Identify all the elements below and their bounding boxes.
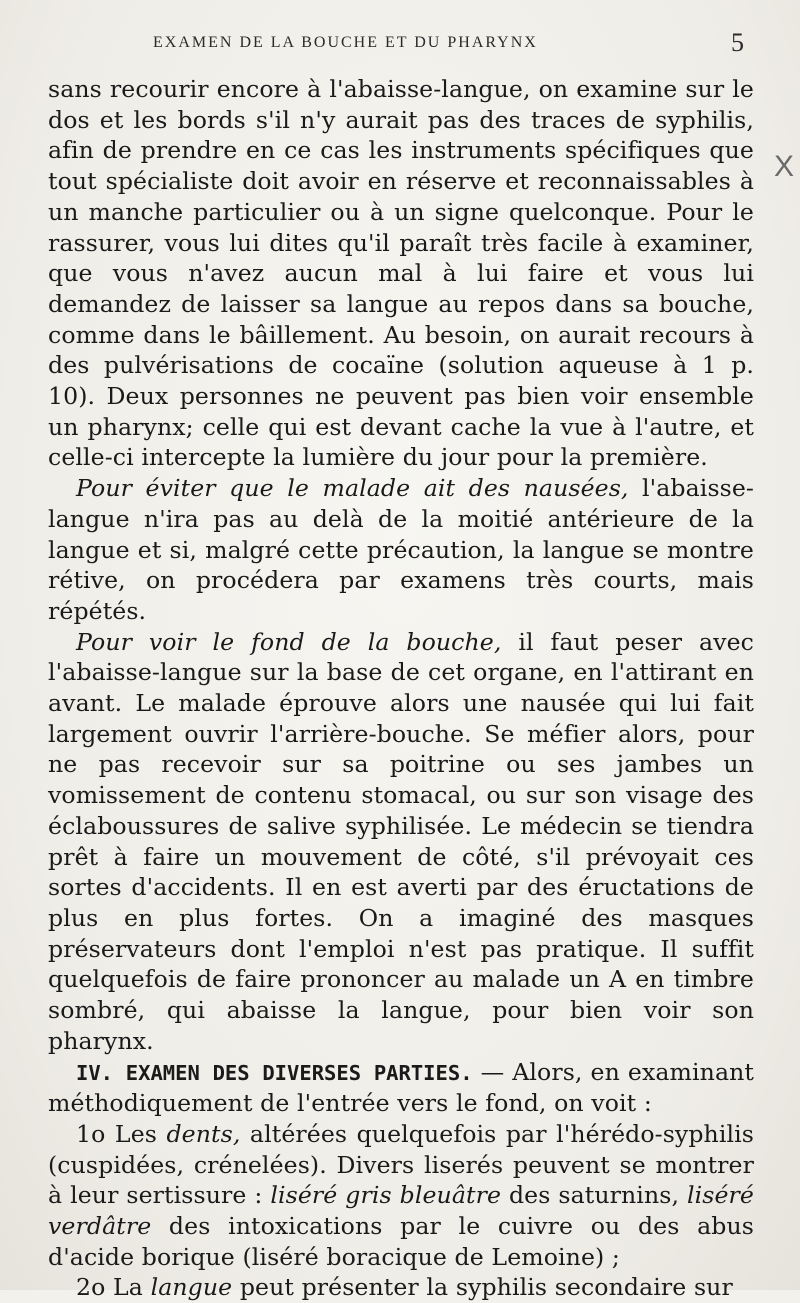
page-number: 5 bbox=[731, 28, 744, 57]
paragraph-2-text: l'abaisse-langue n'ira pas au delà de la moitié antérieure de la langue et si, malgré cette précaution, la langue se montre rétive, on procédera par examens très courts, mais répétés. bbox=[48, 474, 754, 625]
paragraph-3 bbox=[48, 627, 754, 1057]
paragraph-4 bbox=[48, 1057, 754, 1119]
paragraph-5-text-d: des intoxications par le cuivre ou des abus d'acide borique (liséré boracique de Lemoine) ; bbox=[48, 1212, 754, 1271]
italic-lead-fond-bouche: Pour voir le fond de la bouche, bbox=[76, 627, 502, 656]
paragraph-6-text-a: La bbox=[105, 1273, 151, 1302]
term-lisere-verdatre: liséré verdâtre bbox=[48, 1181, 754, 1241]
paragraph-5-text-c: des saturnins, bbox=[501, 1181, 687, 1210]
running-title: EXAMEN DE LA BOUCHE ET DU PHARYNX bbox=[153, 34, 538, 51]
paragraph-2 bbox=[48, 473, 754, 627]
margin-annotation: X bbox=[773, 150, 794, 183]
paragraph-6-text-b: peut présenter la syphilis secondaire sur bbox=[232, 1273, 733, 1302]
paragraph-5-text-b: altérées quelquefois par l'hérédo-syphilis (cuspidées, crénelées). Divers liserés peuvent se montrer à leur sertissure : bbox=[48, 1119, 754, 1210]
body-text bbox=[48, 74, 754, 1303]
paragraph-5 bbox=[48, 1119, 754, 1273]
item-number-2: 2o bbox=[76, 1273, 106, 1302]
term-langue: langue bbox=[150, 1273, 233, 1302]
paragraph-6 bbox=[48, 1272, 754, 1303]
paragraph-5-text-a: Les bbox=[105, 1119, 167, 1148]
paragraph-4-text: — Alors, en examinant méthodiquement de l'entrée vers le fond, on voit : bbox=[48, 1057, 754, 1118]
paragraph-3-text: il faut peser avec l'abaisse-langue sur la base de cet organe, en l'attirant en avant. Le malade éprouve alors une nausée qui lui fait largement ouvrir l'arrière-bouche. Se méfier alors, pour ne pas recevoir sur sa poitrine ou ses jambes un vomissement de contenu stomacal, ou sur son visage des éclaboussures de salive syphilisée. Le médecin se tiendra prêt à faire un mouvement de côté, s'il prévoyait ces sortes d'accidents. Il en est averti par des éructations de plus en plus fortes. On a imaginé des masques préservateurs dont l'emploi n'est pas pratique. Il suffit quelquefois de faire prononcer au malade un A en timbre sombré, qui abaisse la langue, pour bien voir son pharynx. bbox=[48, 627, 754, 1055]
paragraph-1: sans recourir encore à l'abaisse-langue, on examine sur le dos et les bords s'il n'y aurait pas des traces de syphilis, afin de prendre en ce cas les instruments spécifiques que tout spécialiste doit avoir en réserve et reconnaissables à un manche particulier ou à un signe quelconque. Pour le rassurer, vous lui dites qu'il paraît très facile à examiner, que vous n'avez aucun mal à lui faire et vous lui demandez de laisser sa langue au repos dans sa bouche, comme dans le bâillement. Au besoin, on aurait recours à des pulvérisations de cocaïne (solution aqueuse à 1 p. 10). Deux personnes ne peuvent pas bien voir ensemble un pharynx; celle qui est devant cache la vue à l'autre, et celle-ci intercepte la lumière du jour pour la première. bbox=[48, 75, 754, 472]
term-dents: dents, bbox=[166, 1119, 241, 1148]
section-heading: IV. EXAMEN DES DIVERSES PARTIES. bbox=[76, 1060, 473, 1085]
item-number-1: 1o bbox=[76, 1119, 106, 1148]
running-head bbox=[48, 28, 752, 58]
term-lisere-gris: liséré gris bleuâtre bbox=[270, 1181, 502, 1210]
italic-lead-nausees: Pour éviter que le malade ait des nausées, bbox=[76, 474, 629, 503]
